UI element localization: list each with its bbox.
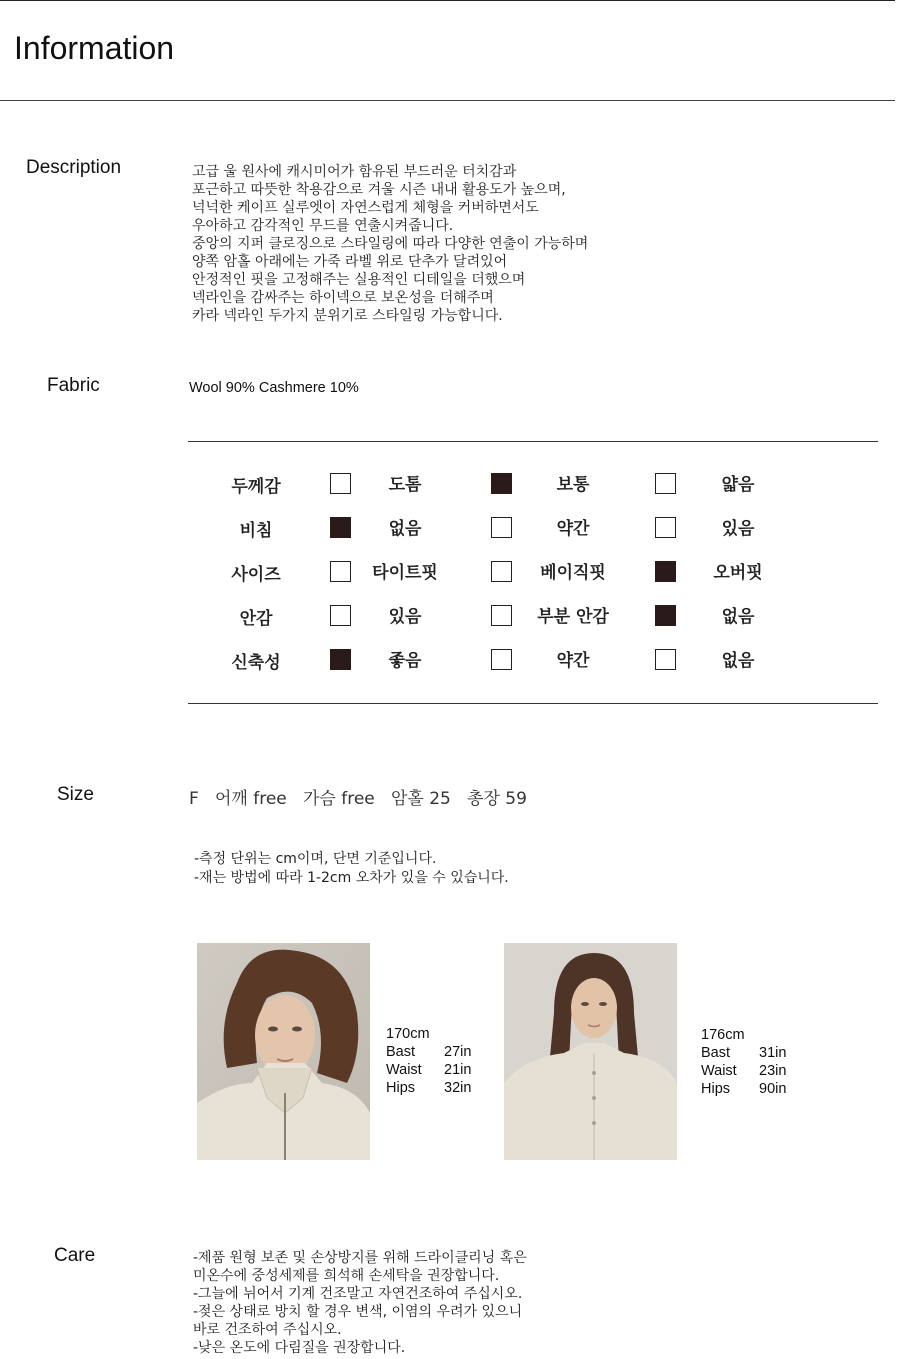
attribute-label: 사이즈 bbox=[231, 565, 281, 585]
model-2-height: 176cm bbox=[701, 1027, 745, 1043]
size-note: -재는 방법에 따라 1-2cm 오차가 있을 수 있습니다. bbox=[194, 870, 509, 886]
attribute-option: 좋음 bbox=[388, 651, 422, 671]
attribute-option: 보통 bbox=[556, 475, 590, 495]
size-measurements: F 어깨 free 가슴 free 암홀 25 총장 59 bbox=[189, 789, 527, 809]
description-line: 안정적인 핏을 고정해주는 실용적인 디테일을 더했으며 bbox=[192, 272, 526, 288]
checkbox-checked[interactable] bbox=[491, 473, 512, 494]
model-1-specs bbox=[386, 1025, 471, 1097]
care-line: 바로 건조하여 주십시오. bbox=[193, 1322, 342, 1338]
attribute-row bbox=[0, 604, 907, 634]
checkbox-unchecked[interactable] bbox=[655, 517, 676, 538]
page-title: Information bbox=[14, 30, 175, 66]
care-line: -젖은 상태로 방치 할 경우 변색, 이염의 우려가 있으니 bbox=[193, 1304, 523, 1320]
attribute-option: 오버핏 bbox=[713, 563, 763, 583]
model-1-height: 170cm bbox=[386, 1026, 430, 1042]
attribute-row bbox=[0, 472, 907, 502]
attribute-row bbox=[0, 648, 907, 678]
table-bottom-rule bbox=[188, 703, 878, 704]
description-line: 중앙의 지퍼 클로징으로 스타일링에 따라 다양한 연출이 가능하며 bbox=[192, 236, 589, 252]
checkbox-unchecked[interactable] bbox=[491, 517, 512, 538]
description-line: 양쪽 암홀 아래에는 가죽 라벨 위로 단추가 달려있어 bbox=[192, 254, 508, 270]
attribute-option: 없음 bbox=[721, 651, 755, 671]
attribute-label: 안감 bbox=[239, 609, 273, 629]
description-line: 카라 넥라인 두가지 분위기로 스타일링 가능합니다. bbox=[192, 308, 503, 324]
title-divider bbox=[0, 100, 895, 101]
model-photo-1 bbox=[197, 943, 370, 1160]
size-label: Size bbox=[57, 784, 94, 805]
attribute-option: 없음 bbox=[721, 607, 755, 627]
model-2-stat: Waist 23in bbox=[701, 1063, 787, 1079]
description-line: 우아하고 감각적인 무드를 연출시켜줍니다. bbox=[192, 218, 454, 234]
care-line: 미온수에 중성세제를 희석해 손세탁을 권장합니다. bbox=[193, 1268, 500, 1284]
model-2-stat: Bast 31in bbox=[701, 1045, 787, 1061]
checkbox-unchecked[interactable] bbox=[491, 605, 512, 626]
care-instructions bbox=[193, 1249, 527, 1357]
size-notes bbox=[194, 850, 509, 888]
checkbox-unchecked[interactable] bbox=[655, 649, 676, 670]
care-line: -낮은 온도에 다림질을 권장합니다. bbox=[193, 1340, 406, 1356]
attribute-option: 도톰 bbox=[388, 475, 422, 495]
attribute-option: 얇음 bbox=[721, 475, 755, 495]
size-note: -측정 단위는 cm이며, 단면 기준입니다. bbox=[194, 851, 437, 867]
attribute-option: 부분 안감 bbox=[537, 607, 609, 627]
description-line: 넉넉한 케이프 실루엣이 자연스럽게 체형을 커버하면서도 bbox=[192, 200, 539, 216]
model-1-stat: Waist 21in bbox=[386, 1062, 472, 1078]
description-line: 넥라인을 감싸주는 하이넥으로 보온성을 더해주며 bbox=[192, 290, 494, 306]
model-2-specs bbox=[701, 1026, 786, 1098]
model-photo-2 bbox=[504, 943, 677, 1160]
attribute-row bbox=[0, 560, 907, 590]
checkbox-unchecked[interactable] bbox=[491, 649, 512, 670]
description-line: 고급 울 원사에 캐시미어가 함유된 부드러운 터치감과 bbox=[192, 164, 517, 180]
attribute-option: 약간 bbox=[556, 519, 590, 539]
care-line: -제품 원형 보존 및 손상방지를 위해 드라이클리닝 혹은 bbox=[193, 1250, 527, 1266]
attribute-option: 있음 bbox=[388, 607, 422, 627]
top-divider bbox=[0, 0, 895, 1]
attribute-option: 없음 bbox=[388, 519, 422, 539]
model-1-stat: Hips 32in bbox=[386, 1080, 472, 1096]
care-label: Care bbox=[54, 1245, 96, 1266]
fabric-composition: Wool 90% Cashmere 10% bbox=[189, 380, 359, 396]
attribute-row bbox=[0, 516, 907, 546]
model-1-stat: Bast 27in bbox=[386, 1044, 472, 1060]
attribute-label: 두께감 bbox=[231, 477, 281, 497]
description-line: 포근하고 따뜻한 착용감으로 겨울 시즌 내내 활용도가 높으며, bbox=[192, 182, 566, 198]
attribute-label: 비침 bbox=[239, 521, 273, 541]
checkbox-unchecked[interactable] bbox=[655, 473, 676, 494]
care-line: -그늘에 뉘어서 기계 건조말고 자연건조하여 주십시오. bbox=[193, 1286, 523, 1302]
fabric-label: Fabric bbox=[47, 375, 100, 396]
attribute-option: 있음 bbox=[721, 519, 755, 539]
description-label: Description bbox=[26, 157, 122, 178]
checkbox-checked[interactable] bbox=[655, 605, 676, 626]
attribute-option: 약간 bbox=[556, 651, 590, 671]
checkbox-unchecked[interactable] bbox=[491, 561, 512, 582]
checkbox-checked[interactable] bbox=[655, 561, 676, 582]
attribute-label: 신축성 bbox=[231, 653, 281, 673]
table-top-rule bbox=[188, 441, 878, 442]
description-text bbox=[192, 163, 588, 325]
model-2-stat: Hips 90in bbox=[701, 1081, 787, 1097]
attribute-option: 베이직핏 bbox=[540, 563, 606, 583]
attribute-option: 타이트핏 bbox=[372, 563, 438, 583]
